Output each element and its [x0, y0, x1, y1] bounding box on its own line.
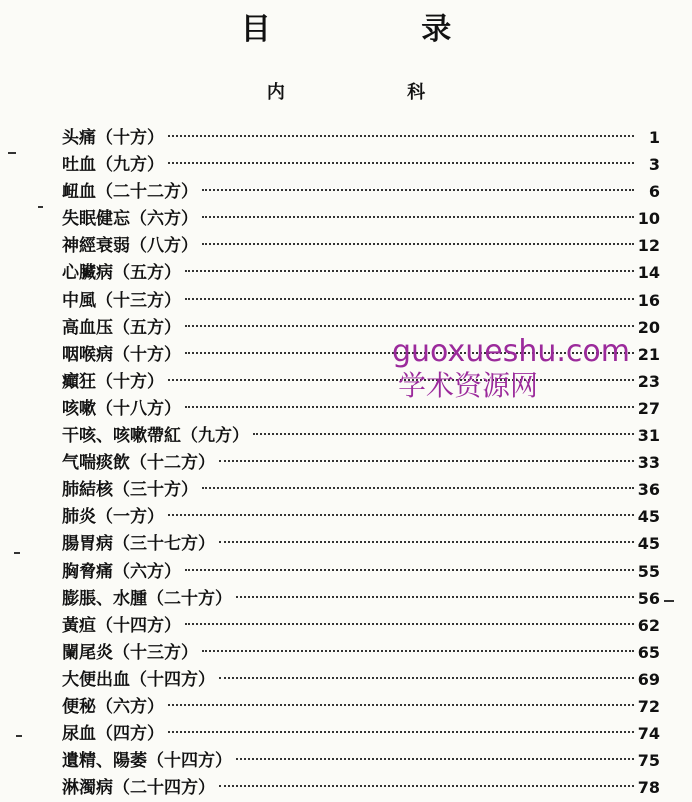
dot-leader: [168, 514, 634, 516]
toc-entry: [62, 720, 660, 747]
toc-entry-label: 胸脅痛（六方）: [62, 561, 181, 582]
dot-leader: [185, 569, 634, 571]
toc-entry-page-number: 23: [637, 371, 660, 391]
scan-speck: [38, 206, 43, 208]
toc-entry-page-number: 45: [637, 534, 660, 554]
dot-leader: [168, 704, 634, 706]
dot-leader: [185, 270, 634, 272]
toc-entry-page-number: 12: [637, 236, 660, 256]
toc-entry: [62, 639, 660, 666]
toc-entry-label: 咳嗽（十八方）: [62, 398, 181, 419]
toc-entry-page-number: 74: [637, 724, 660, 744]
toc-entry-page-number: 14: [637, 263, 660, 283]
dot-leader: [185, 623, 634, 625]
scan-speck: [14, 552, 20, 554]
dot-leader: [168, 731, 634, 733]
toc-entry-page-number: 27: [637, 398, 660, 418]
toc-entry: [62, 341, 660, 368]
toc-entry-page-number: 75: [637, 751, 660, 771]
dot-leader: [236, 758, 634, 760]
toc-entry-label: 中風（十三方）: [62, 290, 181, 311]
toc-entry-label: 膨脹、水腫（二十方）: [62, 588, 232, 609]
scan-speck: [16, 735, 22, 737]
toc-entry-page-number: 1: [648, 128, 660, 147]
toc-entry-page-number: 3: [648, 155, 660, 175]
toc-entry-page-number: 72: [637, 696, 660, 716]
toc-entry-page-number: 69: [637, 669, 660, 689]
toc-entry: [62, 151, 660, 178]
toc-entry: [62, 612, 660, 639]
table-of-contents: [62, 124, 660, 801]
toc-entry-label: 便秘（六方）: [62, 696, 164, 717]
dot-leader: [202, 189, 634, 191]
scan-speck: [8, 152, 16, 154]
toc-entry: [62, 368, 660, 395]
watermark-site-name: 学术资源网: [398, 369, 539, 402]
toc-entry-page-number: 10: [637, 209, 660, 229]
toc-entry: [62, 693, 660, 720]
toc-entry-label: 黃疸（十四方）: [62, 615, 181, 636]
toc-entry: [62, 476, 660, 503]
toc-entry: [62, 774, 660, 801]
toc-entry-label: 肺結核（三十方）: [62, 480, 198, 501]
toc-entry-page-number: 56: [637, 588, 660, 608]
toc-entry-label: 癲狂（十方）: [62, 371, 164, 392]
toc-entry-label: 淋濁病（二十四方）: [62, 778, 215, 799]
toc-entry-label: 心臟病（五方）: [62, 263, 181, 284]
dot-leader: [219, 785, 634, 787]
page-title: 目 录: [240, 12, 522, 47]
section-heading: 内 科: [266, 82, 484, 103]
toc-entry-label: 大便出血（十四方）: [62, 669, 215, 690]
toc-entry-label: 神經衰弱（八方）: [62, 236, 198, 257]
scan-speck: [664, 600, 674, 602]
toc-entry-label: 腸胃病（三十七方）: [62, 534, 215, 555]
toc-entry: [62, 530, 660, 557]
toc-entry-page-number: 6: [648, 182, 660, 202]
dot-leader: [236, 596, 634, 598]
toc-entry: [62, 259, 660, 286]
toc-entry-label: 肺炎（一方）: [62, 507, 164, 528]
dot-leader: [202, 216, 634, 218]
toc-entry-label: 干咳、咳嗽帶紅（九方）: [62, 426, 249, 447]
watermark-url: guoxueshu.com: [392, 334, 630, 369]
toc-entry-page-number: 16: [637, 290, 660, 310]
toc-entry-label: 吐血（九方）: [62, 155, 164, 176]
toc-entry-label: 失眠健忘（六方）: [62, 209, 198, 230]
dot-leader: [185, 352, 634, 354]
dot-leader: [202, 243, 634, 245]
toc-entry-page-number: 20: [637, 317, 660, 337]
toc-entry-label: 衄血（二十二方）: [62, 182, 198, 203]
toc-entry-label: 闌尾炎（十三方）: [62, 642, 198, 663]
toc-entry-label: 咽喉病（十方）: [62, 344, 181, 365]
toc-entry-page-number: 45: [637, 507, 660, 527]
dot-leader: [219, 677, 634, 679]
toc-entry: [62, 585, 660, 612]
dot-leader: [185, 406, 634, 408]
toc-entry-page-number: 21: [637, 344, 660, 364]
toc-entry: [62, 747, 660, 774]
dot-leader: [168, 162, 634, 164]
toc-entry: [62, 232, 660, 259]
dot-leader: [219, 541, 634, 543]
toc-entry-page-number: 62: [637, 615, 660, 635]
toc-entry-label: 尿血（四方）: [62, 724, 164, 745]
toc-entry-label: 头痛（十方）: [62, 128, 164, 148]
toc-entry-page-number: 36: [637, 480, 660, 500]
toc-entry: [62, 205, 660, 232]
dot-leader: [168, 379, 634, 381]
dot-leader: [185, 325, 634, 327]
toc-entry: [62, 178, 660, 205]
toc-entry: [62, 422, 660, 449]
toc-entry-page-number: 33: [637, 453, 660, 473]
dot-leader: [253, 433, 634, 435]
toc-entry-label: 气喘痰飲（十二方）: [62, 453, 215, 474]
toc-entry: [62, 314, 660, 341]
toc-entry-page-number: 31: [637, 426, 660, 446]
toc-entry: [62, 395, 660, 422]
toc-entry-label: 遺精、陽萎（十四方）: [62, 751, 232, 772]
toc-entry-page-number: 65: [637, 642, 660, 662]
toc-entry-page-number: 55: [637, 561, 660, 581]
toc-entry: [62, 124, 660, 151]
toc-entry: [62, 287, 660, 314]
toc-entry: [62, 558, 660, 585]
toc-entry-label: 高血压（五方）: [62, 317, 181, 338]
dot-leader: [168, 135, 634, 137]
dot-leader: [219, 460, 634, 462]
dot-leader: [202, 650, 634, 652]
toc-entry: [62, 503, 660, 530]
dot-leader: [202, 487, 634, 489]
toc-entry: [62, 449, 660, 476]
toc-entry-page-number: 78: [637, 778, 660, 798]
toc-entry: [62, 666, 660, 693]
dot-leader: [185, 298, 634, 300]
